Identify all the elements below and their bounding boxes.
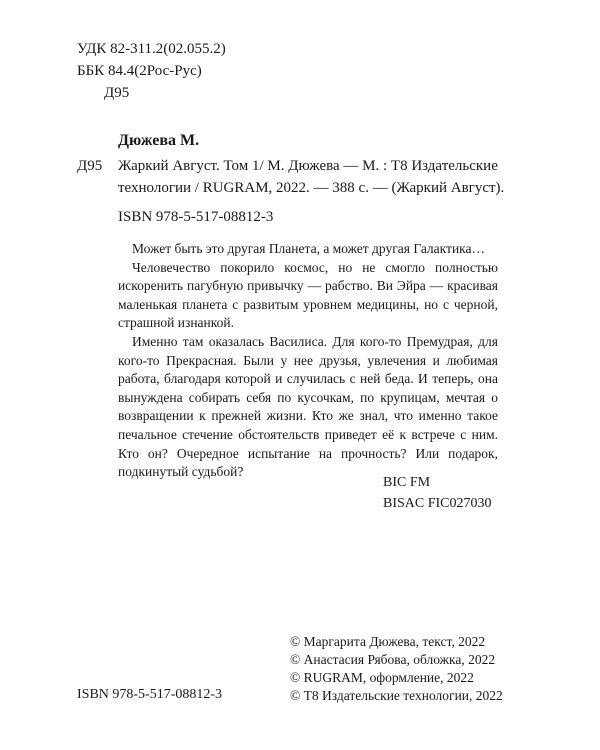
bisac-code: BISAC FIC027030 (383, 496, 492, 511)
annotation-paragraph-3: Именно там оказалась Василиса. Для кого-то Премудрая, для кого-то Прекрасная. Были у нее друзья, увлечения и любимая работа, благодаря которой и случилась с ней беда. И теперь, она вынуждена собирать себя по кусочкам, по крупицам, мечтая о возвращении к прежней жизни. Кто же знал, что именно такое печальное стечение обстоятельств приведет её к встрече с ним. Кто он? Очередное испытание на прочность? Или подарок, подкинутый судьбой? (118, 333, 498, 480)
copyright-line-1: © Маргарита Дюжева, текст, 2022 (290, 634, 486, 649)
annotation-paragraph-2: Человечество покорило космос, но не смогло полностью искоренить пагубную привычку — рабство. Ви Эйра — красивая маленькая планета с развитым уровнем медицины, но с черной, страшной изнанкой. (118, 259, 498, 331)
author-name: Дюжева М. (118, 132, 200, 149)
udk-code: УДК 82-311.2(02.055.2) (77, 41, 226, 57)
biblio-line-2: технологии / RUGRAM, 2022. — 388 с. — (Жаркий Август). (118, 180, 505, 196)
copyright-line-2: © Анастасия Рябова, обложка, 2022 (290, 652, 496, 667)
entry-author-mark: Д95 (77, 158, 103, 174)
bic-code: BIC FM (383, 475, 431, 490)
copyright-line-3: © RUGRAM, оформление, 2022 (290, 670, 474, 685)
biblio-line-1: Жаркий Август. Том 1/ М. Дюжева — М. : Т8 Издательские (118, 158, 498, 174)
copyright-line-4: © Т8 Издательские технологии, 2022 (290, 688, 503, 703)
author-mark-code: Д95 (104, 85, 130, 101)
annotation (118, 240, 498, 482)
isbn-bottom: ISBN 978-5-517-08812-3 (77, 687, 223, 702)
isbn-top: ISBN 978-5-517-08812-3 (118, 209, 274, 225)
bbk-code: ББК 84.4(2Рос-Рус) (77, 63, 202, 79)
annotation-paragraph-1: Может быть это другая Планета, а может другая Галактика… (132, 241, 486, 256)
